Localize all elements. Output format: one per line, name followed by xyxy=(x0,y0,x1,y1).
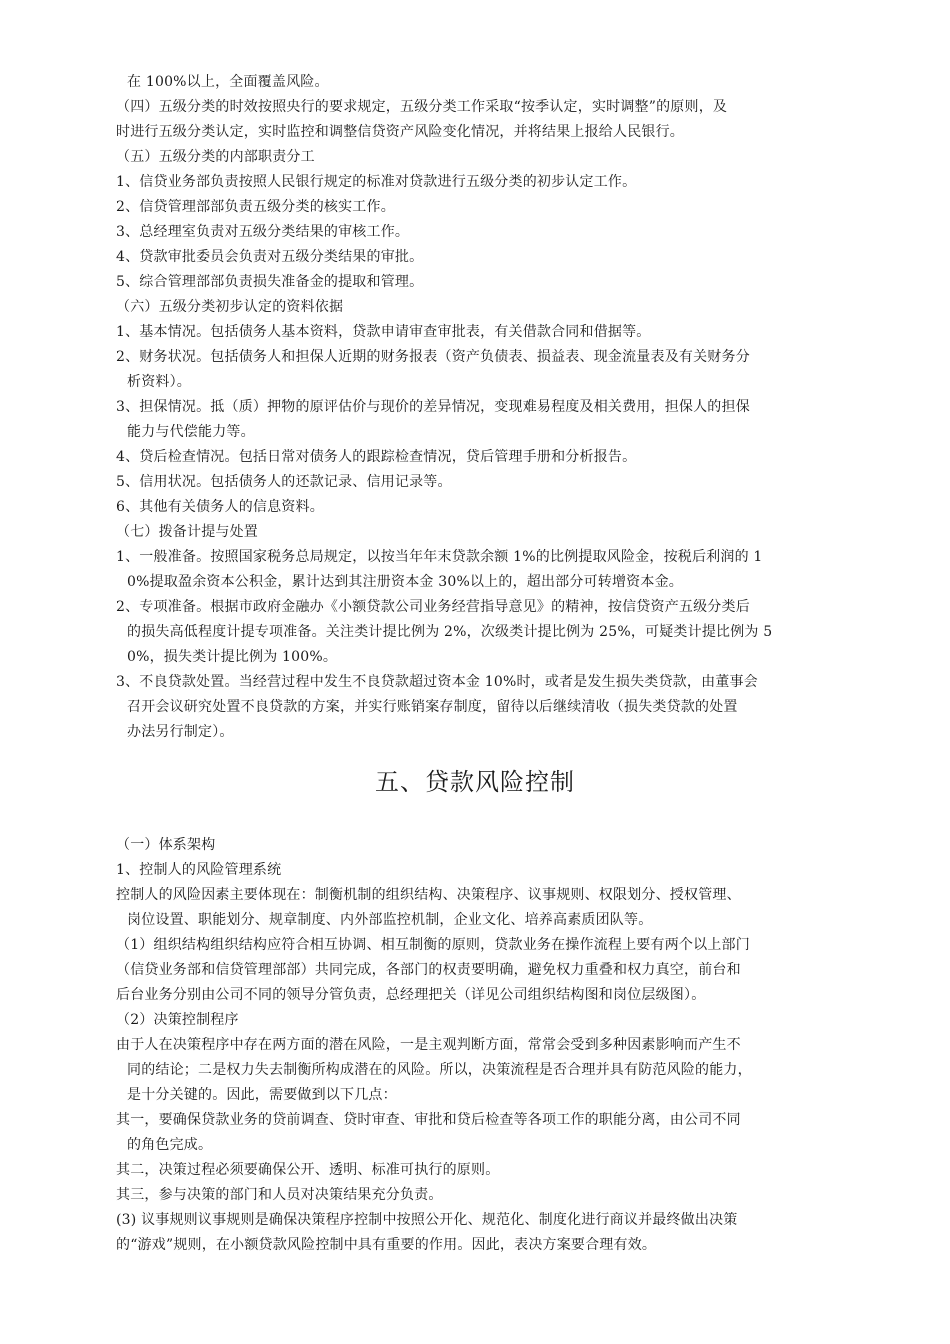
section-subheading: （2）决策控制程序 xyxy=(116,1012,239,1028)
list-item: 1、信贷业务部负责按照人民银行规定的标准对贷款进行五级分类的初步认定工作。 xyxy=(116,174,637,190)
list-item-continuation: 办法另行制定）。 xyxy=(127,724,234,740)
paragraph-line: 的“游戏”规则，在小额贷款风险控制中具有重要的作用。因此，表决方案要合理有效。 xyxy=(116,1237,657,1253)
list-item-continuation: 召开会议研究处置不良贷款的方案，并实行账销案存制度，留待以后继续清收（损失类贷款的处置 xyxy=(127,699,738,715)
list-item-continuation: 的损失高低程度计提专项准备。关注类计提比例为 2%，次级类计提比例为 25%，可疑类计提比例为 5 xyxy=(127,624,773,640)
list-item: 2、财务状况。包括债务人和担保人近期的财务报表（资产负债表、损益表、现金流量表及有关财务分 xyxy=(116,349,750,365)
section-subheading: （七）拨备计提与处置 xyxy=(116,524,258,540)
paragraph-line: （四）五级分类的时效按照央行的要求规定，五级分类工作采取“按季认定，实时调整”的原则，及 xyxy=(116,99,728,115)
section-subheading: （六）五级分类初步认定的资料依据 xyxy=(116,299,344,315)
paragraph-line: 由于人在决策程序中存在两方面的潜在风险，一是主观判断方面，常常会受到多种因素影响而产生不 xyxy=(116,1037,741,1053)
paragraph-line: 后台业务分别由公司不同的领导分管负责，总经理把关（详见公司组织结构图和岗位层级图）。 xyxy=(116,987,706,1003)
paragraph-line: （1）组织结构组织结构应符合相互协调、相互制衡的原则，贷款业务在操作流程上要有两个以上部门 xyxy=(116,937,750,953)
paragraph-line: 岗位设置、职能划分、规章制度、内外部监控机制，企业文化、培养高素质团队等。 xyxy=(127,912,653,928)
list-item: 1、基本情况。包括债务人基本资料，贷款申请审查审批表，有关借款合同和借据等。 xyxy=(116,324,651,340)
paragraph-line: 控制人的风险因素主要体现在：制衡机制的组织结构、决策程序、议事规则、权限划分、授权管理、 xyxy=(116,887,741,903)
list-item: 3、担保情况。抵（质）押物的原评估价与现价的差异情况，变现难易程度及相关费用，担保人的担保 xyxy=(116,399,750,415)
list-item: 2、专项准备。根据市政府金融办《小额贷款公司业务经营指导意见》的精神，按信贷资产五级分类后 xyxy=(116,599,750,615)
paragraph-line: 同的结论；二是权力失去制衡所构成潜在的风险。所以，决策流程是否合理并具有防范风险的能力， xyxy=(127,1062,752,1078)
paragraph-line: （信贷业务部和信贷管理部部）共同完成，各部门的权责要明确，避免权力重叠和权力真空，前台和 xyxy=(116,962,741,978)
paragraph-line: 其一，要确保贷款业务的贷前调查、贷时审查、审批和贷后检查等各项工作的职能分离，由公司不同 xyxy=(116,1112,741,1128)
list-item: 1、一般准备。按照国家税务总局规定，以按当年年末贷款余额 1%的比例提取风险金，按税后利润的 1 xyxy=(116,549,763,565)
list-item: 2、信贷管理部部负责五级分类的核实工作。 xyxy=(116,199,395,215)
list-item-continuation: 0%提取盈余资本公积金，累计达到其注册资本金 30%以上的，超出部分可转增资本金。 xyxy=(127,574,683,590)
paragraph-line: 时进行五级分类认定，实时监控和调整信贷资产风险变化情况，并将结果上报给人民银行。 xyxy=(116,124,684,140)
list-item: 5、信用状况。包括债务人的还款记录、信用记录等。 xyxy=(116,474,452,490)
section-subheading: （五）五级分类的内部职责分工 xyxy=(116,149,315,165)
section-subheading: （一）体系架构 xyxy=(116,837,216,853)
list-item: 4、贷后检查情况。包括日常对债务人的跟踪检查情况，贷后管理手册和分析报告。 xyxy=(116,449,637,465)
list-item: 4、贷款审批委员会负责对五级分类结果的审批。 xyxy=(116,249,424,265)
list-item: 3、总经理室负责对五级分类结果的审核工作。 xyxy=(116,224,410,240)
paragraph-line: 的角色完成。 xyxy=(127,1137,213,1153)
section-subheading: 1、控制人的风险管理系统 xyxy=(116,862,282,878)
paragraph-line: 在 100%以上，全面覆盖风险。 xyxy=(127,74,329,90)
paragraph-line: 其三，参与决策的部门和人员对决策结果充分负责。 xyxy=(116,1187,443,1203)
list-item: 5、综合管理部部负责损失准备金的提取和管理。 xyxy=(116,274,424,290)
paragraph-line: 其二，决策过程必须要确保公开、透明、标准可执行的原则。 xyxy=(116,1162,500,1178)
list-item: 6、其他有关债务人的信息资料。 xyxy=(116,499,324,515)
list-item: 3、不良贷款处置。当经营过程中发生不良贷款超过资本金 10%时，或者是发生损失类贷款，由董事会 xyxy=(116,674,758,690)
list-item-continuation: 能力与代偿能力等。 xyxy=(127,424,255,440)
paragraph-line: (3) 议事规则议事规则是确保决策程序控制中按照公开化、规范化、制度化进行商议并最终做出决策 xyxy=(116,1212,738,1228)
chapter-heading: 五、贷款风险控制 xyxy=(375,768,575,796)
paragraph-line: 是十分关键的。因此，需要做到以下几点： xyxy=(127,1087,397,1103)
list-item-continuation: 析资料）。 xyxy=(127,374,191,390)
list-item-continuation: 0%，损失类计提比例为 100%。 xyxy=(127,649,338,665)
